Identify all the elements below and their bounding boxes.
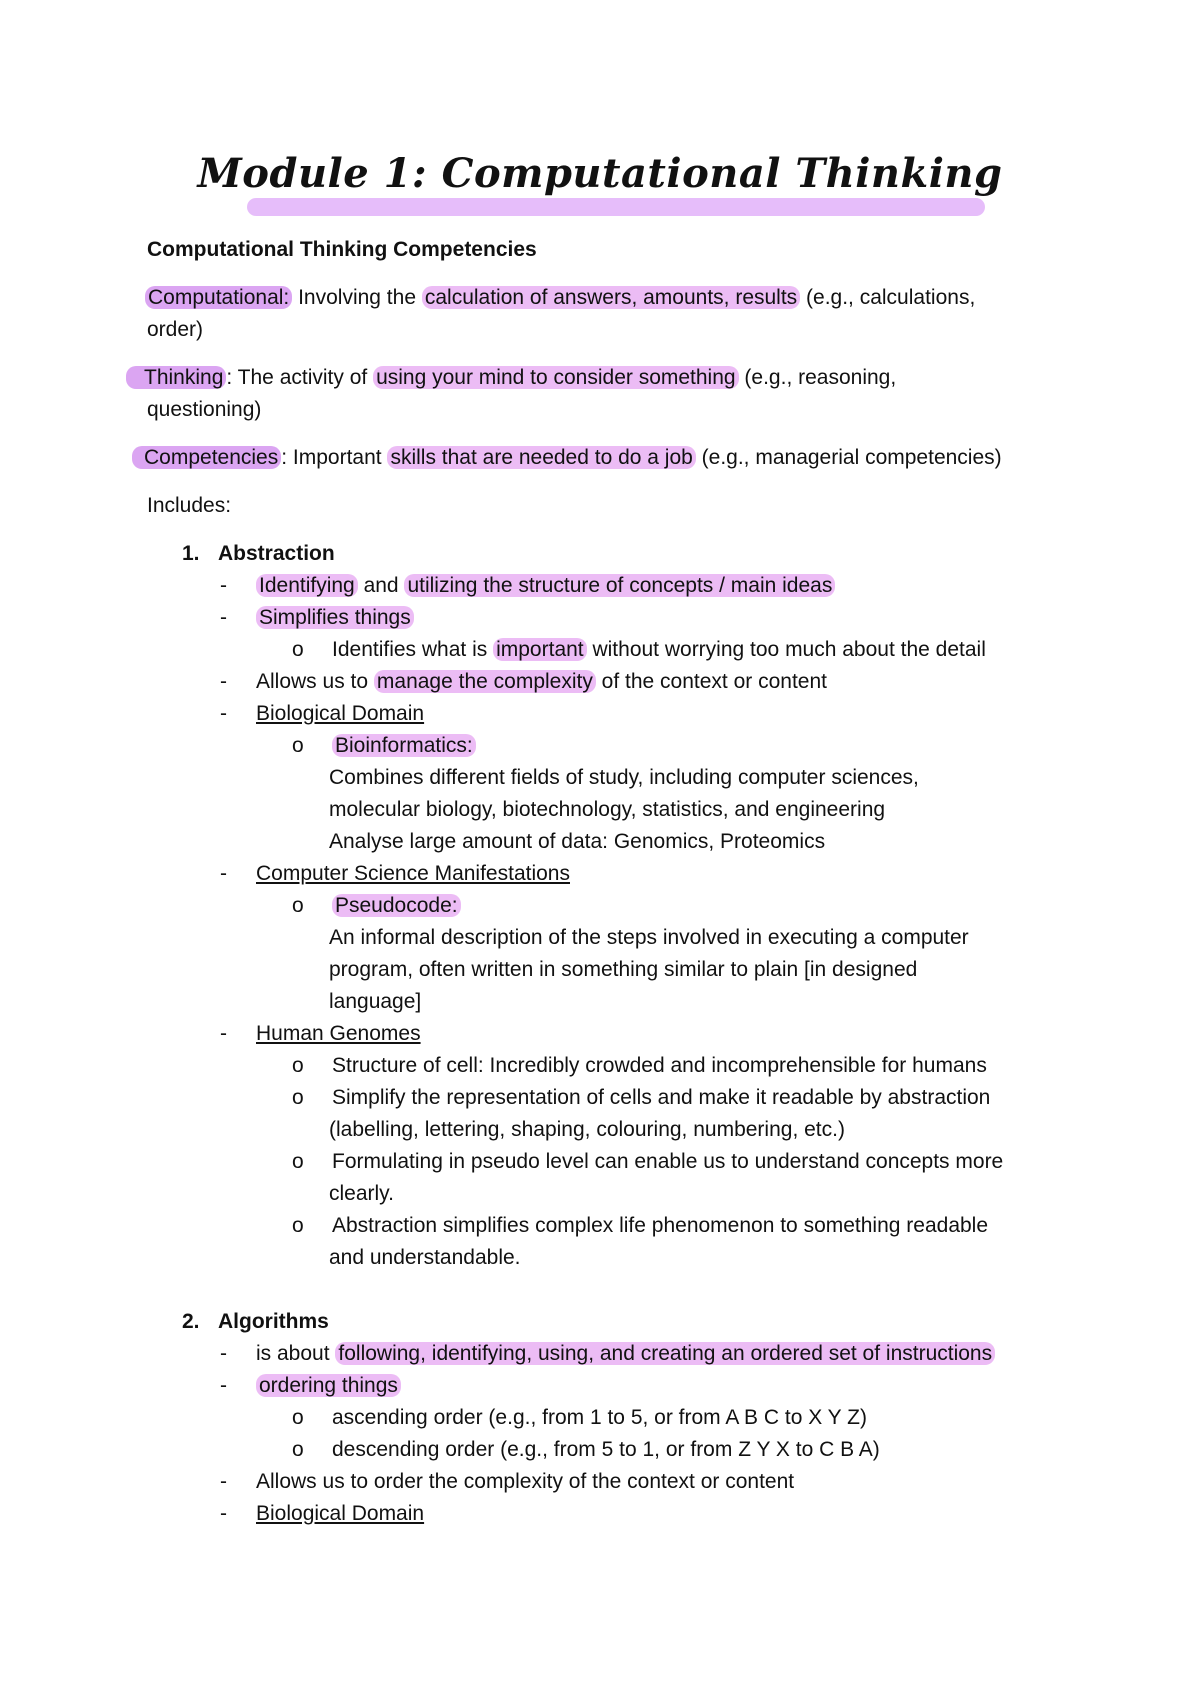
list-item: - ordering things	[220, 1370, 401, 1402]
sub-list-item: o Simplify the representation of cells and make it readable by abstraction	[292, 1086, 991, 1109]
body-text: language]	[329, 990, 422, 1013]
list-item: - Identifying and utilizing the structure of concepts / main ideas	[220, 570, 835, 602]
definition-thinking: Thinking : The activity of using your mind to consider something (e.g., reasoning,	[126, 362, 896, 394]
definition-continuation: order)	[147, 318, 204, 341]
list-item: - Simplifies things	[220, 602, 414, 634]
sub-list-item: o Identifies what is important without worrying too much about the detail	[292, 638, 986, 661]
definition-computational: Computational: Involving the calculation of answers, amounts, results (e.g., calculations,	[145, 282, 975, 314]
title-container	[0, 150, 1200, 197]
term: Competencies	[132, 446, 281, 469]
highlight: calculation of answers, amounts, results	[422, 286, 800, 309]
sub-list-item: o Pseudocode:	[292, 890, 461, 922]
sub-list-item: o descending order (e.g., from 5 to 1, or from Z Y X to C B A)	[292, 1438, 880, 1461]
sub-list-item: o Abstraction simplifies complex life phenomenon to something readable	[292, 1214, 989, 1237]
body-text: Combines different fields of study, including computer sciences,	[329, 766, 919, 789]
includes-label: Includes:	[147, 494, 232, 517]
list-item: - Biological Domain	[220, 702, 425, 725]
sub-list-item: o Formulating in pseudo level can enable us to understand concepts more	[292, 1150, 1004, 1173]
page-title: Module 1: Computational Thinking	[197, 150, 1003, 197]
list-item: - Human Genomes	[220, 1022, 421, 1045]
body-text: (labelling, lettering, shaping, colouring, numbering, etc.)	[329, 1118, 845, 1141]
title-highlight	[247, 198, 985, 216]
definition-continuation: questioning)	[147, 398, 262, 421]
body-text: Analyse large amount of data: Genomics, Proteomics	[329, 830, 826, 853]
list-item: - Allows us to order the complexity of the context or content	[220, 1470, 795, 1493]
body-text: clearly.	[329, 1182, 394, 1205]
highlight: skills that are needed to do a job	[387, 446, 695, 469]
list-item: - is about following, identifying, using, and creating an ordered set of instructions	[220, 1338, 995, 1370]
list-item: - Biological Domain	[220, 1502, 425, 1525]
section-algorithms-heading: 2. Algorithms	[182, 1310, 329, 1333]
highlight: using your mind to consider something	[373, 366, 739, 389]
list-item: - Computer Science Manifestations	[220, 862, 570, 885]
term: Thinking	[126, 366, 226, 389]
body-text: molecular biology, biotechnology, statistics, and engineering	[329, 798, 886, 821]
list-item: - Allows us to manage the complexity of the context or content	[220, 670, 827, 693]
definition-competencies: Competencies : Important skills that are needed to do a job (e.g., managerial competencies)	[132, 442, 1002, 474]
sub-list-item: o Structure of cell: Incredibly crowded and incomprehensible for humans	[292, 1054, 987, 1077]
sub-list-item: o Bioinformatics:	[292, 730, 476, 762]
body-text: program, often written in something similar to plain [in designed	[329, 958, 918, 981]
section-heading: Computational Thinking Competencies	[147, 238, 537, 261]
sub-list-item: o ascending order (e.g., from 1 to 5, or from A B C to X Y Z)	[292, 1406, 867, 1429]
body-text: An informal description of the steps involved in executing a computer	[329, 926, 969, 949]
section-abstraction-heading: 1. Abstraction	[182, 542, 335, 565]
term: Computational:	[145, 286, 292, 309]
body-text: and understandable.	[329, 1246, 521, 1269]
